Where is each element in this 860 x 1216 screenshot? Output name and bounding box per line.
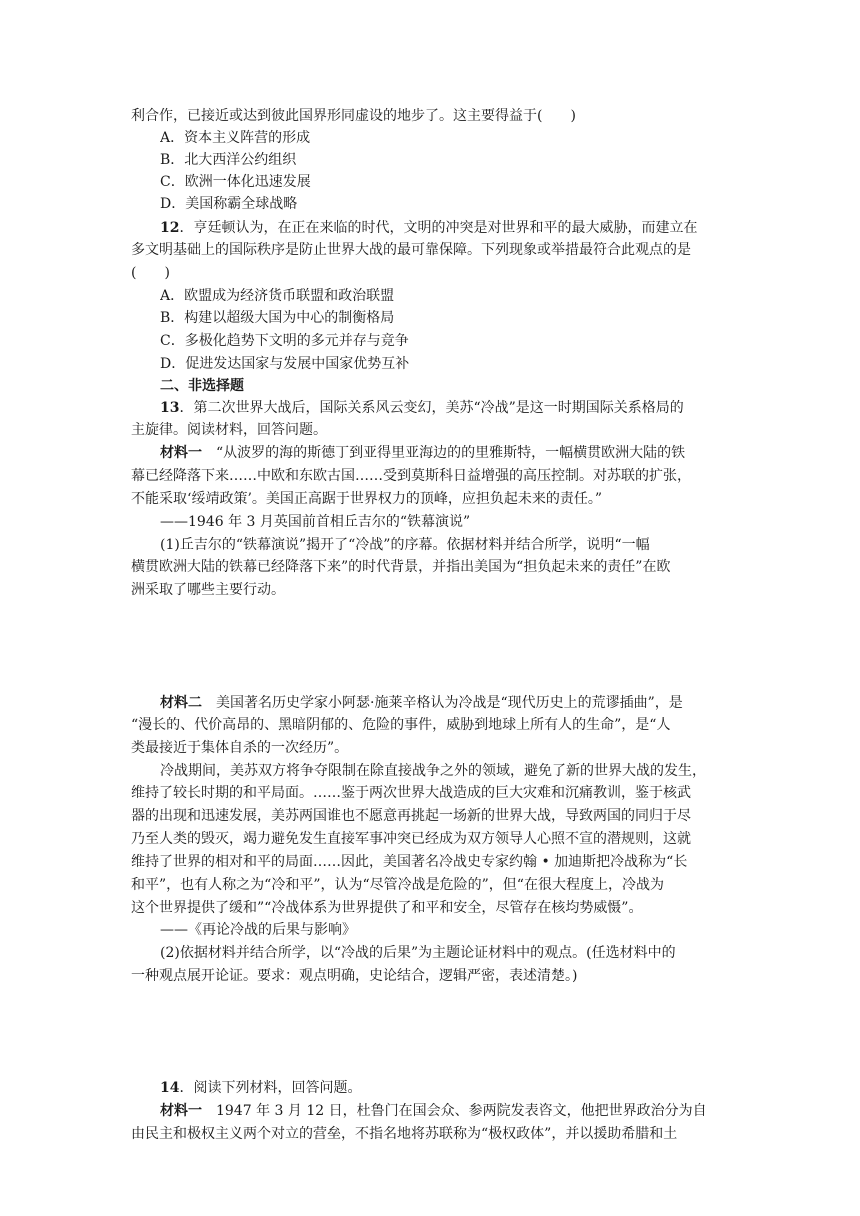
- q12-option-c: C．多极化趋势下文明的多元并存与竞争: [160, 333, 409, 349]
- q13-material-2-paragraph-line: 这个世界提供了缓和”“冷战体系为世界提供了和平和安全，尽管存在核均势威慑”。: [131, 900, 643, 916]
- q13-material-1-line: [160, 443, 685, 463]
- q13-stem-text: ．第二次世界大战后，国际关系风云变幻，美苏“冷战”是这一时期国际关系格局的: [179, 400, 684, 416]
- q13-material-2-paragraph-line: 乃至人类的毁灭，竭力避免发生直接军事冲突已经成为双方领导人心照不宣的潜规则，这就: [131, 831, 691, 847]
- q11-option-a: A．资本主义阵营的形成: [160, 130, 311, 146]
- q13-stem-line: [160, 398, 684, 418]
- material-label: 材料二: [160, 695, 202, 711]
- q11-option-b: B．北大西洋公约组织: [160, 152, 297, 168]
- q13-subquestion-1-line: 横贯欧洲大陆的铁幕已经降落下来”的时代背景，并指出美国为“担负起未来的责任”在欧: [131, 559, 671, 575]
- q12-option-b: B．构建以超级大国为中心的制衡格局: [160, 310, 395, 326]
- q13-material-1-line: 幕已经降落下来……中欧和东欧古国……受到莫斯科日益增强的高压控制。对苏联的扩张，: [131, 468, 691, 484]
- q13-stem-line: 主旋律。阅读材料，回答问题。: [131, 422, 327, 438]
- q13-material-2-line: [160, 693, 683, 713]
- q12-option-d: D．促进发达国家与发展中国家优势互补: [160, 356, 410, 372]
- material-text: 美国著名历史学家小阿瑟·施莱辛格认为冷战是“现代历史上的荒谬插曲”，是: [202, 695, 683, 711]
- section-heading: 二、非选择题: [160, 378, 244, 394]
- q12-stem-line: ( ): [131, 265, 170, 281]
- q13-material-1-line: 不能采取‘绥靖政策’。美国正高踞于世界权力的顶峰，应担负起未来的责任。”: [131, 491, 603, 507]
- q12-stem-line: [160, 218, 697, 238]
- q11-stem-tail: 利合作，已接近或达到彼此国界形同虚设的地步了。这主要得益于( ): [131, 108, 576, 124]
- q13-subquestion-2-line: (2)依据材料并结合所学，以“冷战的后果”为主题论证材料中的观点。(任选材料中的: [160, 945, 676, 961]
- q14-stem-text: ．阅读下列材料，回答问题。: [179, 1080, 362, 1096]
- q13-material-2-paragraph-line: 维持了较长时期的和平局面。……鉴于两次世界大战造成的巨大灾难和沉痛教训，鉴于核武: [131, 785, 691, 801]
- q13-material-1-source: ——1946 年 3 月英国前首相丘吉尔的“铁幕演说”: [160, 514, 471, 530]
- q14-material-1-line: 由民主和极权主义两个对立的营垒，不指名地将苏联称为“极权政体”，并以援助希腊和土: [131, 1126, 678, 1142]
- q11-option-c: C．欧洲一体化迅速发展: [160, 174, 311, 190]
- q13-material-2-paragraph-line: 器的出现和迅速发展，美苏两国谁也不愿意再挑起一场新的世界大战，导致两国的同归于尽: [131, 808, 691, 824]
- q14-number: 14: [160, 1080, 180, 1096]
- q13-material-2-source: ——《再论冷战的后果与影响》: [160, 922, 356, 938]
- q13-material-2-line: “漫长的、代价高昂的、黑暗阴郁的、危险的事件，威胁到地球上所有人的生命”，是“人: [131, 717, 671, 733]
- material-text: “从波罗的海的斯德丁到亚得里亚海边的的里雅斯特，一幅横贯欧洲大陆的铁: [202, 445, 686, 461]
- q13-subquestion-1-line: (1)丘吉尔的“铁幕演说”揭开了“冷战”的序幕。依据材料并结合所学，说明“一幅: [160, 537, 650, 553]
- q13-material-2-paragraph-line: 维持了世界的相对和平的局面……因此，美国著名冷战史专家约翰 • 加迪斯把冷战称为“长: [131, 854, 688, 870]
- q12-option-a: A．欧盟成为经济货币联盟和政治联盟: [160, 288, 395, 304]
- q13-material-2-paragraph-line: 和平”，也有人称之为“冷和平”，认为“尽管冷战是危险的”，但“在很大程度上，冷战为: [131, 877, 664, 893]
- q12-stem-line: 多文明基础上的国际秩序是防止世界大战的最可靠保障。下列现象或举措最符合此观点的是: [131, 242, 691, 258]
- q13-material-2-line: 类最接近于集体自杀的一次经历”。: [131, 740, 349, 756]
- q14-stem-line: [160, 1078, 361, 1098]
- material-text: 1947 年 3 月 12 日，杜鲁门在国会众、参两院发表咨文，他把世界政治分为自: [202, 1103, 707, 1119]
- q13-material-2-paragraph-line: 冷战期间，美苏双方将争夺限制在除直接战争之外的领域，避免了新的世界大战的发生，: [160, 763, 706, 779]
- q13-number: 13: [160, 400, 180, 416]
- q12-number: 12: [160, 220, 180, 236]
- q14-material-1-line: [160, 1101, 707, 1121]
- q12-stem-text: ．亨廷顿认为，在正在来临的时代，文明的冲突是对世界和平的最大威胁，而建立在: [179, 220, 698, 236]
- material-label: 材料一: [160, 445, 202, 461]
- q13-subquestion-1-line: 洲采取了哪些主要行动。: [131, 582, 285, 598]
- material-label: 材料一: [160, 1103, 202, 1119]
- q13-subquestion-2-line: 一种观点展开论证。要求：观点明确，史论结合，逻辑严密，表述清楚。): [131, 968, 578, 984]
- q11-option-d: D．美国称霸全球战略: [160, 196, 298, 212]
